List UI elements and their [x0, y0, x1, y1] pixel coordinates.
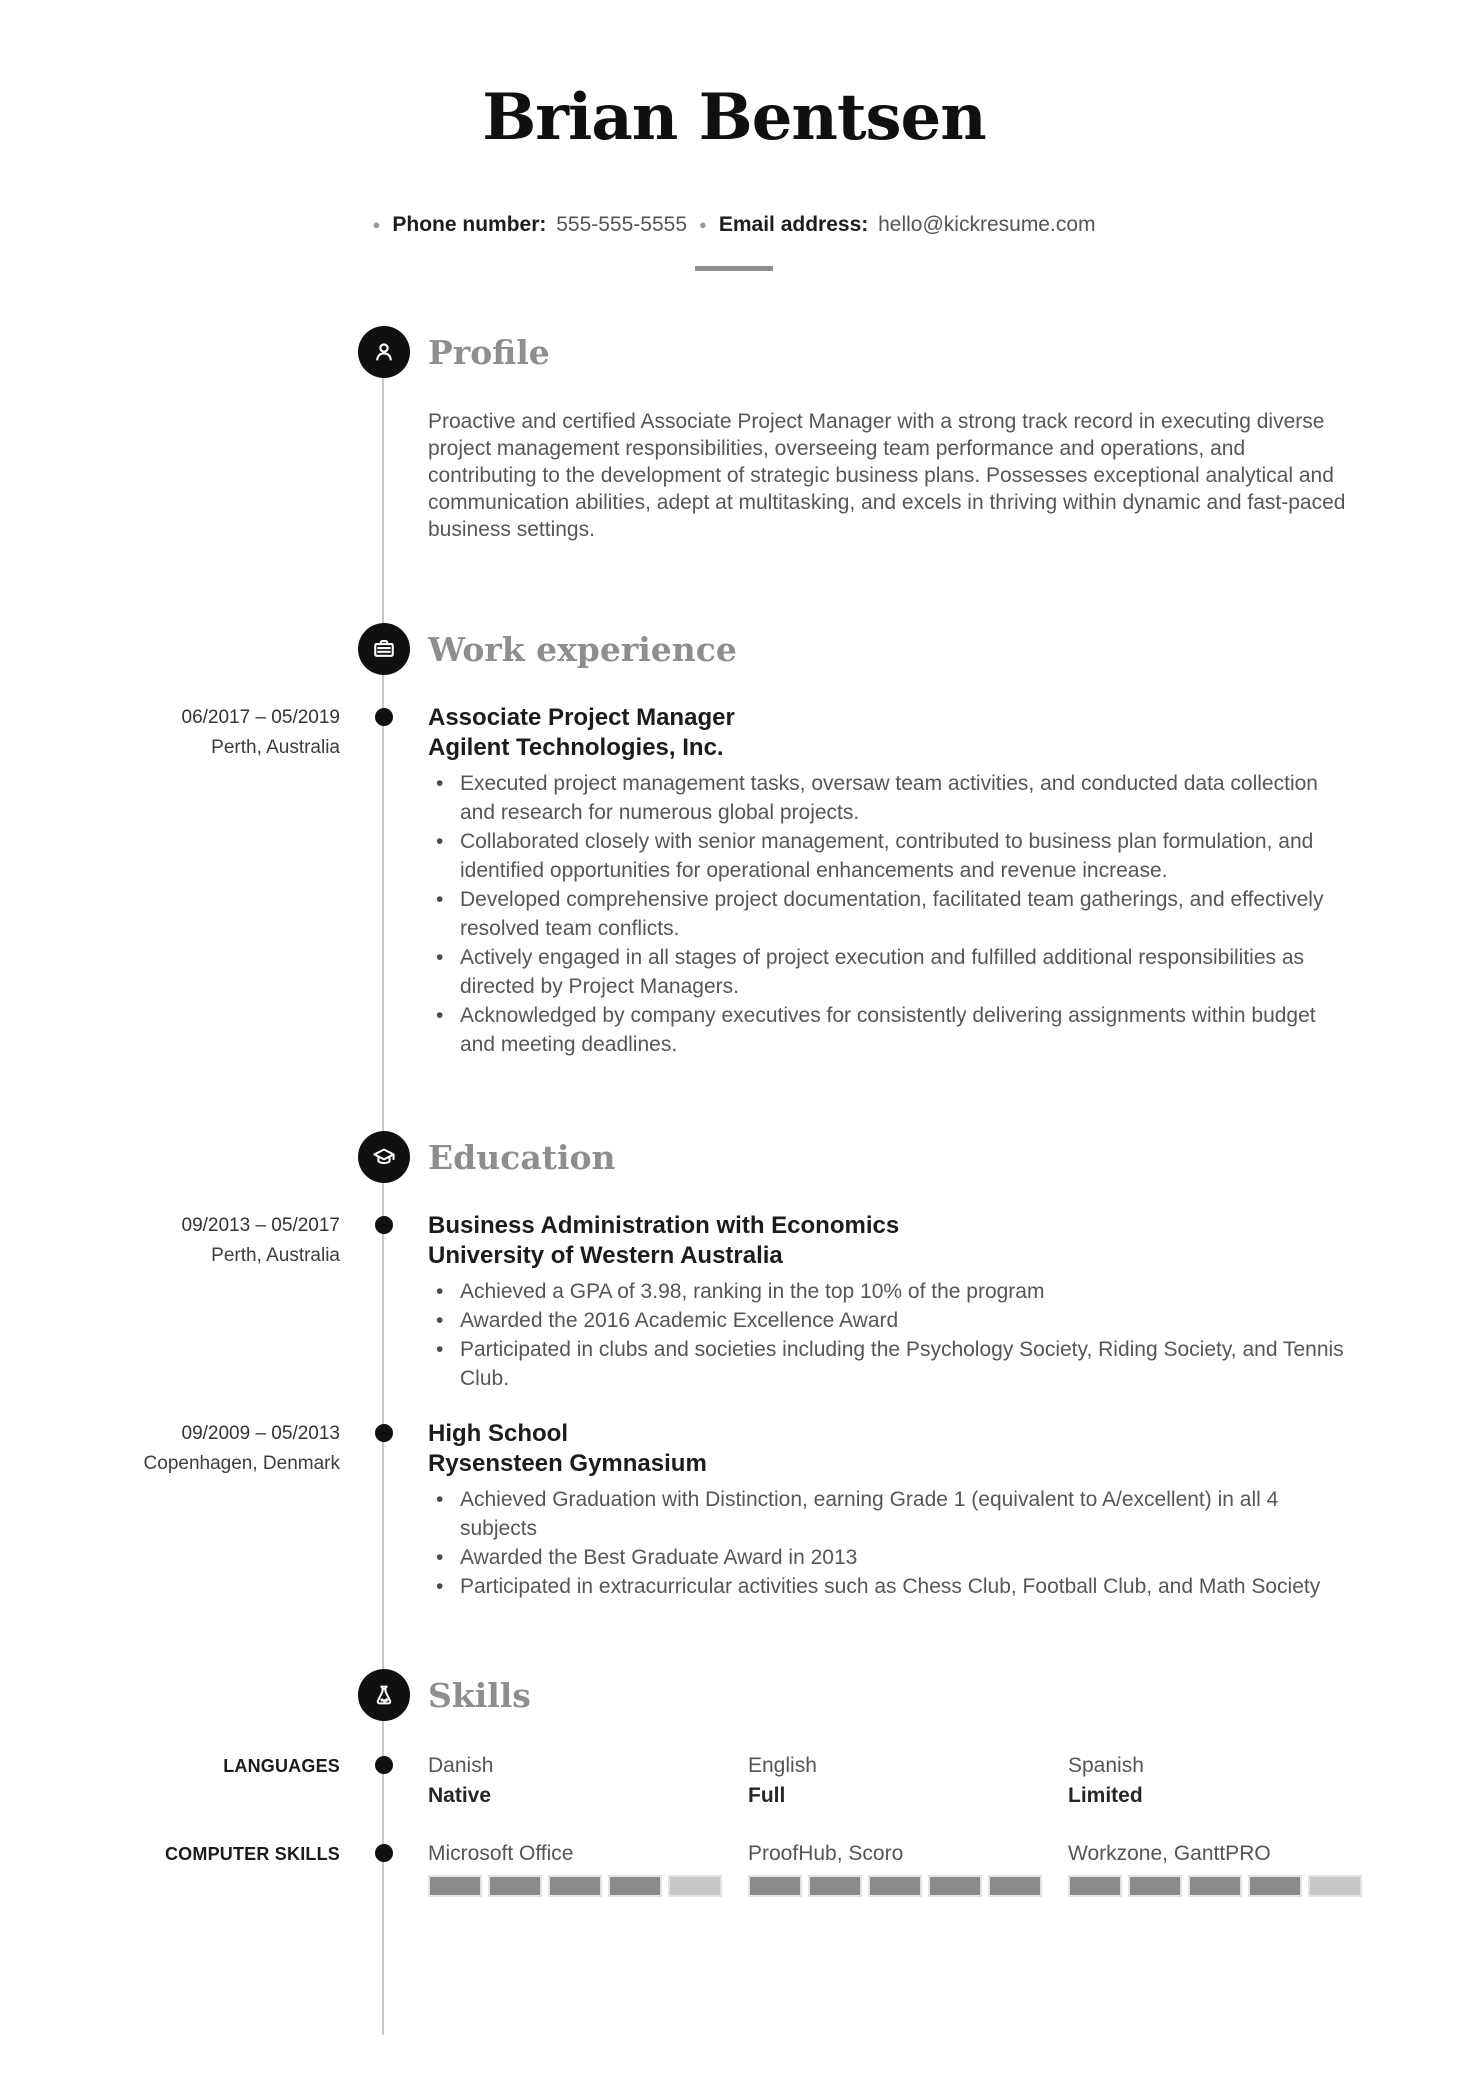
- list-item: • Participated in extracurricular activities such as Chess Club, Football Club, and Math Society: [428, 1572, 1356, 1601]
- profile-text: Proactive and certified Associate Project Manager with a strong track record in executing diverse project management responsibilities, overseeing team performance and operations, and contributing to the development of strategic business plans. Possesses exceptional analytical and communication abilities, adept at multitasking, and excels in thriving within dynamic and fast-paced business settings.: [428, 410, 1346, 541]
- language-name: Danish: [428, 1754, 494, 1777]
- computer-skill-name: ProofHub, Scoro: [748, 1842, 904, 1865]
- skill-bar: [748, 1875, 1042, 1897]
- section-title-work: Work experience: [428, 629, 737, 669]
- computer-skills-row: [0, 1839, 1468, 1897]
- skill-bar: [1068, 1875, 1362, 1897]
- skill-bar-segment: [608, 1875, 662, 1897]
- skill-bar-segment: [748, 1875, 802, 1897]
- work-entry-location: Perth, Australia: [211, 737, 340, 758]
- graduation-cap-icon: [358, 1131, 410, 1183]
- education-entry-bullets: [428, 1277, 1356, 1393]
- education-entry-degree: High School: [428, 1420, 568, 1447]
- list-item: • Acknowledged by company executives for consistently delivering assignments within budget and meeting deadlines.: [428, 1001, 1356, 1059]
- phone-value: 555-555-5555: [556, 213, 687, 236]
- work-entry-organization: Agilent Technologies, Inc.: [428, 734, 724, 761]
- timeline-dot: [375, 1424, 393, 1442]
- education-entry-degree: Business Administration with Economics: [428, 1212, 900, 1239]
- skill-bar-segment: [668, 1875, 722, 1897]
- computer-skills-label: COMPUTER SKILLS: [164, 1844, 340, 1864]
- timeline-dot: [375, 1756, 393, 1774]
- list-item: • Awarded the Best Graduate Award in 2013: [428, 1543, 1356, 1572]
- work-entry-dates: 06/2017 – 05/2019: [181, 707, 340, 728]
- skill-bar-segment: [1188, 1875, 1242, 1897]
- computer-skill-item: [428, 1839, 722, 1897]
- list-item: • Participated in clubs and societies including the Psychology Society, Riding Society, and Tennis Club.: [428, 1335, 1356, 1393]
- education-entry-location: Copenhagen, Denmark: [143, 1453, 340, 1474]
- skill-bar-segment: [1128, 1875, 1182, 1897]
- computer-skill-name: Microsoft Office: [428, 1842, 574, 1865]
- education-section-header: [0, 1131, 1468, 1183]
- section-title-profile: Profile: [428, 332, 550, 372]
- skill-bar-segment: [928, 1875, 982, 1897]
- skill-bar-segment: [1248, 1875, 1302, 1897]
- list-item: • Executed project management tasks, oversaw team activities, and conducted data collection and research for numerous global projects.: [428, 769, 1356, 827]
- language-level: Limited: [1068, 1784, 1143, 1807]
- computer-skill-item: [1068, 1839, 1362, 1897]
- skill-bar-segment: [488, 1875, 542, 1897]
- work-section-header: [0, 623, 1468, 675]
- header-divider: [695, 266, 773, 271]
- education-entry-dates: 09/2009 – 05/2013: [181, 1423, 340, 1444]
- language-item: [1068, 1751, 1362, 1811]
- timeline-dot: [375, 1216, 393, 1234]
- education-entry-location: Perth, Australia: [211, 1245, 340, 1266]
- education-entry: [0, 1211, 1468, 1393]
- bullet-separator-icon: ●: [699, 217, 707, 232]
- work-entry: [0, 703, 1468, 1059]
- skill-bar-segment: [988, 1875, 1042, 1897]
- briefcase-icon: [358, 623, 410, 675]
- email-item: [719, 212, 1096, 238]
- skill-bar-segment: [428, 1875, 482, 1897]
- languages-row: [0, 1751, 1468, 1811]
- person-icon: [358, 326, 410, 378]
- timeline-dot: [375, 1844, 393, 1862]
- language-item: [428, 1751, 722, 1811]
- list-item: • Actively engaged in all stages of project execution and fulfilled additional responsibilities as directed by Project Managers.: [428, 943, 1356, 1001]
- language-level: Full: [748, 1784, 786, 1807]
- timeline-dot: [375, 708, 393, 726]
- bullet-separator-icon: ●: [372, 217, 381, 232]
- education-entry-school: University of Western Australia: [428, 1242, 783, 1269]
- education-entry-dates: 09/2013 – 05/2017: [181, 1215, 340, 1236]
- email-label: Email address:: [718, 213, 869, 236]
- education-entry-bullets: [428, 1485, 1356, 1601]
- computer-skill-name: Workzone, GanttPRO: [1068, 1842, 1271, 1865]
- list-item: • Achieved Graduation with Distinction, earning Grade 1 (equivalent to A/excellent) in all 4 subjects: [428, 1485, 1356, 1543]
- skill-bar-segment: [808, 1875, 862, 1897]
- skills-section-header: [0, 1669, 1468, 1721]
- list-item: • Collaborated closely with senior management, contributed to business plan formulation, and identified opportunities for operational enhancements and revenue increase.: [428, 827, 1356, 885]
- languages-label: LANGUAGES: [223, 1756, 340, 1776]
- work-entry-bullets: [428, 769, 1356, 1059]
- skill-bar-segment: [1068, 1875, 1122, 1897]
- skill-bar-segment: [548, 1875, 602, 1897]
- resume-header: [0, 0, 1468, 271]
- contact-line: [0, 212, 1468, 238]
- profile-section-header: [0, 326, 1468, 378]
- section-title-education: Education: [428, 1137, 616, 1177]
- list-item: • Developed comprehensive project documentation, facilitated team gatherings, and effectively resolved team conflicts.: [428, 885, 1356, 943]
- page-title: Brian Bentsen: [482, 80, 986, 155]
- list-item: • Awarded the 2016 Academic Excellence Award: [428, 1306, 1356, 1335]
- language-name: English: [748, 1754, 817, 1777]
- skill-bar-segment: [1308, 1875, 1362, 1897]
- language-level: Native: [428, 1784, 492, 1807]
- language-name: Spanish: [1068, 1754, 1144, 1777]
- list-item: • Achieved a GPA of 3.98, ranking in the top 10% of the program: [428, 1277, 1356, 1306]
- skill-bar: [428, 1875, 722, 1897]
- flask-icon: [358, 1669, 410, 1721]
- skill-bar-segment: [868, 1875, 922, 1897]
- education-entry-school: Rysensteen Gymnasium: [428, 1450, 707, 1477]
- work-entry-role: Associate Project Manager: [428, 704, 735, 731]
- phone-label: Phone number:: [392, 213, 547, 236]
- phone-item: [392, 212, 687, 238]
- email-value: hello@kickresume.com: [878, 213, 1096, 236]
- computer-skill-item: [748, 1839, 1042, 1897]
- language-item: [748, 1751, 1042, 1811]
- education-entry: [0, 1419, 1468, 1601]
- section-title-skills: Skills: [428, 1675, 531, 1715]
- profile-body: [0, 408, 1468, 543]
